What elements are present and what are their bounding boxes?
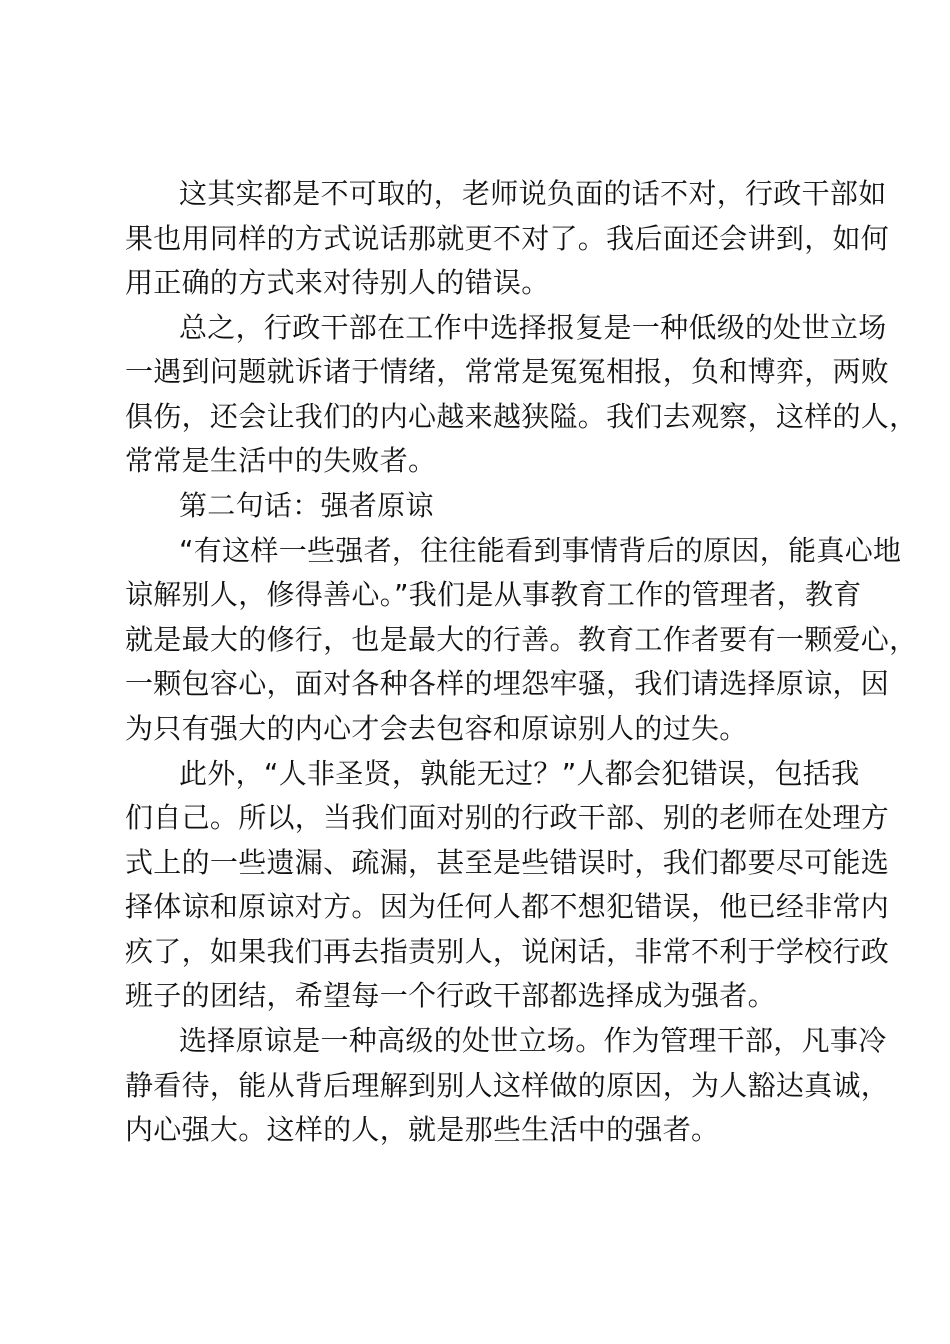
section-heading: 第二句话：强者原谅 bbox=[179, 489, 434, 522]
text-line-19: 班子的团结，希望每一个行政干部都选择成为强者。 bbox=[125, 979, 776, 1012]
text-line-12: 一颗包容心，面对各种各样的埋怨牢骚，我们请选择原谅，因 bbox=[125, 667, 890, 700]
text-line-10: 谅解别人，修得善心。”我们是从事教育工作的管理者，教育 bbox=[125, 578, 862, 611]
text-line-3: 用正确的方式来对待别人的错误。 bbox=[125, 266, 550, 299]
text-line-16: 式上的一些遗漏、疏漏，甚至是些错误时，我们都要尽可能选 bbox=[125, 846, 890, 879]
text-line-22: 内心强大。这样的人，就是那些生活中的强者。 bbox=[125, 1113, 720, 1146]
text-line-11: 就是最大的修行，也是最大的行善。教育工作者要有一颗爱心， bbox=[125, 623, 918, 656]
text-line-2: 果也用同样的方式说话那就更不对了。我后面还会讲到，如何 bbox=[125, 222, 890, 255]
text-line-9: “有这样一些强者，往往能看到事情背后的原因，能真心地 bbox=[179, 534, 902, 567]
text-line-14: 此外，“人非圣贤，孰能无过？”人都会犯错误，包括我 bbox=[179, 757, 860, 790]
text-line-17: 择体谅和原谅对方。因为任何人都不想犯错误，他已经非常内 bbox=[125, 890, 890, 923]
text-line-13: 为只有强大的内心才会去包容和原谅别人的过失。 bbox=[125, 712, 748, 745]
text-line-5: 一遇到问题就诉诸于情绪，常常是冤冤相报，负和博弈，两败 bbox=[125, 355, 890, 388]
text-line-7: 常常是生活中的失败者。 bbox=[125, 444, 437, 477]
text-line-1: 这其实都是不可取的，老师说负面的话不对，行政干部如 bbox=[179, 177, 887, 210]
text-line-18: 疚了，如果我们再去指责别人，说闲话，非常不利于学校行政 bbox=[125, 935, 890, 968]
text-line-4: 总之，行政干部在工作中选择报复是一种低级的处世立场 bbox=[179, 311, 887, 344]
text-line-20: 选择原谅是一种高级的处世立场。作为管理干部，凡事冷 bbox=[179, 1024, 887, 1057]
text-line-21: 静看待，能从背后理解到别人这样做的原因，为人豁达真诚， bbox=[125, 1069, 890, 1102]
text-line-15: 们自己。所以，当我们面对别的行政干部、别的老师在处理方 bbox=[125, 801, 890, 834]
text-line-6: 俱伤，还会让我们的内心越来越狭隘。我们去观察，这样的人， bbox=[125, 400, 918, 433]
